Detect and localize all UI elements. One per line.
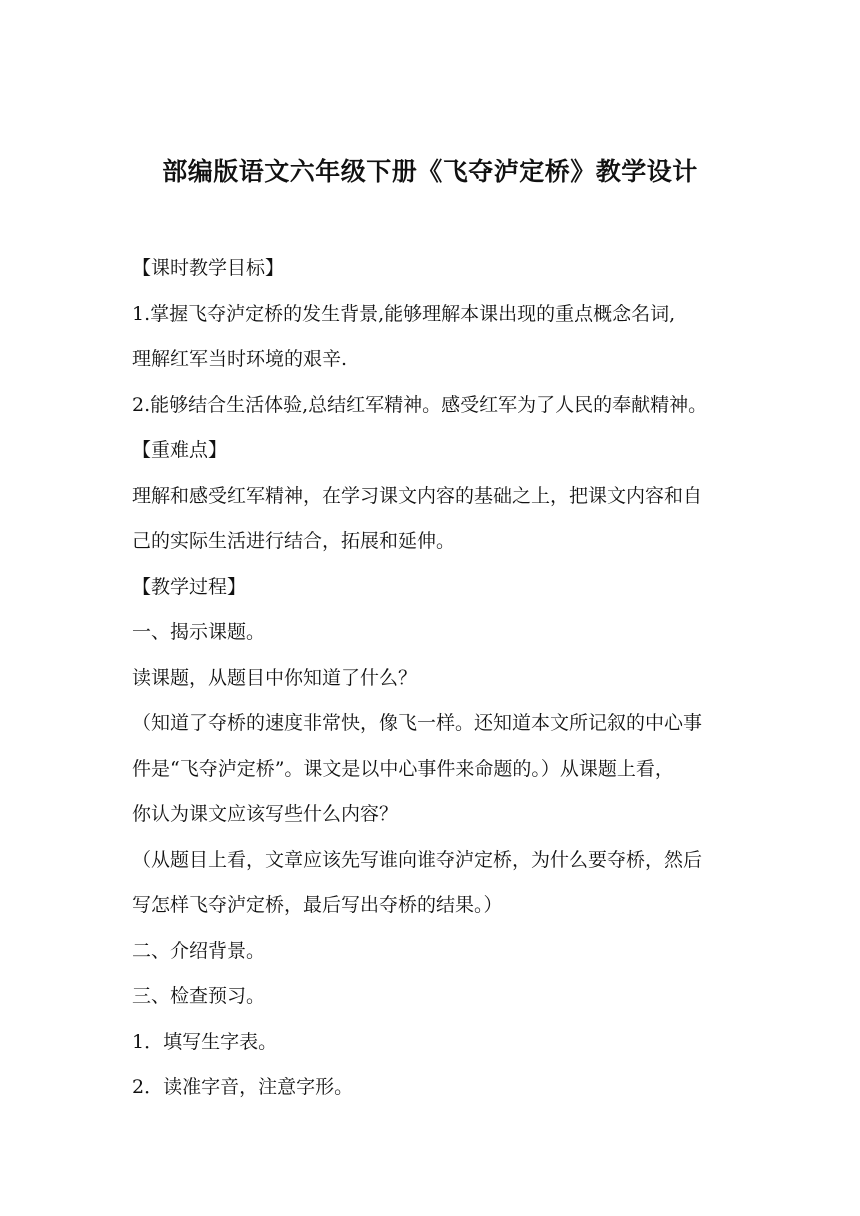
- key-points-line-1: 理解和感受红军精神，在学习课文内容的基础之上，把课文内容和自: [132, 484, 703, 507]
- step-2-heading: 二、介绍背景。: [132, 939, 266, 962]
- step-1-question: 读课题，从题目中你知道了什么？: [132, 666, 418, 689]
- step-3-item-1: 1．填写生字表。: [132, 1030, 278, 1053]
- document-title: 部编版语文六年级下册《飞夺泸定桥》教学设计: [162, 157, 698, 186]
- objective-1-line-2: 理解红军当时环境的艰辛.: [132, 348, 348, 370]
- step-1-answer-line-2: 件是“飞夺泸定桥”。课文是以中心事件来命题的。）从课题上看，: [132, 757, 674, 780]
- section-heading-key-points: 【重难点】: [132, 439, 228, 461]
- objective-1-line-1: 1.掌握飞夺泸定桥的发生背景,能够理解本课出现的重点概念名词,: [132, 302, 676, 325]
- step-1-answer-line-3: 你认为课文应该写些什么内容？: [132, 803, 399, 825]
- objective-2: 2.能够结合生活体验,总结红军精神。感受红军为了人民的奉献精神。: [132, 393, 708, 416]
- section-heading-objectives: 【课时教学目标】: [132, 257, 285, 279]
- document-body: [132, 246, 732, 1111]
- step-1-answer-line-5: 写怎样飞夺泸定桥，最后写出夺桥的结果。）: [132, 894, 503, 916]
- step-1-heading: 一、揭示课题。: [132, 621, 266, 643]
- step-1-answer-line-1: （知道了夺桥的速度非常快，像飞一样。还知道本文所记叙的中心事: [132, 712, 703, 734]
- key-points-line-2: 己的实际生活进行结合，拓展和延伸。: [132, 530, 456, 552]
- step-1-answer-line-4: （从题目上看，文章应该先写谁向谁夺泸定桥，为什么要夺桥，然后: [132, 848, 703, 871]
- step-3-heading: 三、检查预习。: [132, 985, 266, 1007]
- section-heading-process: 【教学过程】: [132, 575, 247, 598]
- step-3-item-2: 2．读准字音，注意字形。: [132, 1076, 354, 1098]
